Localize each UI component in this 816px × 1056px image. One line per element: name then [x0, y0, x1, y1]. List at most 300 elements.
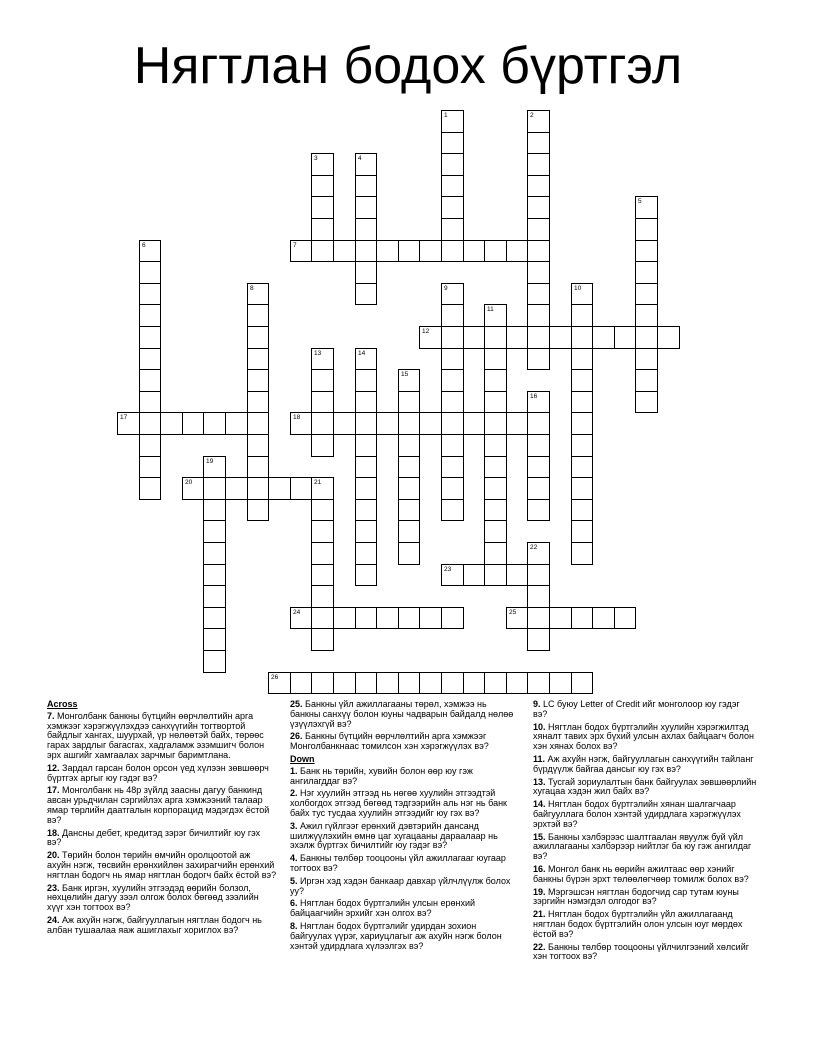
grid-cell[interactable] [376, 240, 399, 262]
grid-cell[interactable] [203, 628, 226, 651]
grid-cell[interactable] [355, 672, 377, 694]
clue-down-6 [290, 899, 530, 919]
clue-text: Зардал гарсан болон орсон үед хүлээн зөвшөөрч бүртгэх аргыг юу гэдэг вэ? [47, 762, 269, 783]
grid-cell[interactable] [571, 348, 593, 370]
clue-text: Банкны үйл ажиллагааны төрөл, хэмжээ нь банкны санхүү болон юуны чадварын байдалд нөлөө үзүүлэхгүй вэ? [290, 699, 514, 729]
grid-cell[interactable] [419, 412, 442, 435]
grid-cell[interactable] [398, 477, 420, 500]
grid-cell[interactable] [592, 326, 615, 349]
grid-cell[interactable] [247, 434, 269, 457]
clue-across-20 [47, 851, 287, 880]
grid-cell[interactable] [355, 434, 377, 457]
grid-cell[interactable] [139, 477, 161, 500]
grid-cell[interactable] [355, 175, 377, 197]
clue-down-14 [533, 800, 773, 829]
grid-cell[interactable] [571, 283, 593, 305]
clue-down-21 [533, 910, 773, 939]
grid-cell[interactable] [247, 412, 269, 435]
grid-cell[interactable] [527, 218, 550, 241]
grid-cell[interactable] [311, 348, 334, 370]
clue-text: Төрийн болон төрийн өмчийн оролцоотой аж ахуйн нэгж, төсвийн ерөнхийлөн захирагчийн ерөнхий нягтлан бодогч нь ямар нягтлан бодогч байх ёстой вэ? [47, 850, 277, 880]
clue-down-15 [533, 833, 773, 862]
grid-cell[interactable] [419, 326, 442, 349]
grid-cell[interactable] [203, 456, 226, 478]
cell-clue-number: 11 [487, 306, 494, 313]
clue-text: Аж ахуйн нэгж, байгууллагын санхүүгийн тайланг бүрдүүлж байгаа дансыг юу гэх вэ? [533, 753, 754, 774]
grid-cell[interactable] [225, 412, 248, 435]
grid-cell[interactable] [355, 369, 377, 392]
grid-cell[interactable] [506, 607, 528, 629]
grid-cell[interactable] [247, 369, 269, 392]
grid-cell[interactable] [506, 412, 528, 435]
grid-cell[interactable] [139, 456, 161, 478]
grid-cell[interactable] [441, 348, 464, 370]
clue-text: Монголбанк банкны бүтцийн өөрчлөлтийн арга хэмжээг хэрэгжүүлэхдээ санхүүгийн тогтвортой байдлыг хангах, шуурхай, үр нөлөөтэй байх, төрөөс гарах зардлыг багасгах, хадгаламж эзэмшигч болон эрх ашгийг хамгаалах зарчмыг баримтлана. [47, 710, 265, 760]
grid-cell[interactable] [160, 412, 183, 435]
grid-cell[interactable] [182, 477, 204, 500]
grid-cell[interactable] [398, 456, 420, 478]
grid-cell[interactable] [527, 564, 550, 586]
clue-number: 12. [47, 762, 60, 773]
grid-cell[interactable] [571, 434, 593, 457]
grid-cell[interactable] [527, 456, 550, 478]
grid-cell[interactable] [355, 607, 377, 629]
grid-cell[interactable] [571, 456, 593, 478]
grid-cell[interactable] [527, 348, 550, 370]
grid-cell[interactable] [527, 585, 550, 608]
clue-text: Банкны хэлбэрээс шалтгаалан явуулж буй үйл ажиллагааны хэлбэрээр нийтлэг ба юу гэж ангилдаг вэ? [533, 831, 752, 862]
clue-number: 7. [47, 710, 55, 721]
grid-cell[interactable] [441, 434, 464, 457]
clue-text: Банк иргэн, хуулийн этгээдэд өөрийн болзол, нөхцөлийн дагуу зээл олгож болох бөгөөд зээлийн хүүг хэн тогтоох вэ? [47, 882, 259, 913]
grid-cell[interactable] [441, 369, 464, 392]
grid-cell[interactable] [635, 348, 658, 370]
cell-clue-number: 21 [314, 479, 322, 486]
grid-cell[interactable] [268, 672, 291, 694]
grid-cell[interactable] [484, 456, 507, 478]
grid-cell[interactable] [290, 672, 312, 694]
grid-cell[interactable] [311, 412, 334, 435]
clue-text: Монгол банк нь өөрийн ажилтаас өөр хэнийг банкны бүрэн эрхт төлөөлөгчөөр томилж болох вэ? [533, 863, 749, 884]
clue-across-18 [47, 829, 287, 849]
clue-text: LC буюу Letter of Credit ийг монголоор юу гэдэг вэ? [533, 699, 740, 719]
grid-cell[interactable] [549, 607, 572, 629]
grid-cell[interactable] [311, 175, 334, 197]
clue-down-10 [533, 723, 773, 752]
grid-cell[interactable] [311, 153, 334, 176]
clue-down-1 [290, 767, 530, 787]
grid-cell[interactable] [376, 412, 399, 435]
grid-cell[interactable] [203, 650, 226, 673]
grid-cell[interactable] [398, 412, 420, 435]
grid-cell[interactable] [635, 261, 658, 284]
grid-cell[interactable] [355, 391, 377, 413]
grid-cell[interactable] [484, 326, 507, 349]
clue-number: 26. [290, 731, 303, 742]
grid-cell[interactable] [355, 283, 377, 305]
cell-clue-number: 5 [638, 198, 642, 205]
grid-cell[interactable] [441, 477, 464, 500]
grid-cell[interactable] [139, 369, 161, 392]
grid-cell[interactable] [441, 132, 464, 154]
grid-cell[interactable] [441, 110, 464, 133]
clue-number: 8. [290, 920, 298, 931]
grid-cell[interactable] [527, 304, 550, 327]
grid-cell[interactable] [484, 542, 507, 565]
clue-number: 6. [290, 898, 298, 909]
grid-cell[interactable] [571, 499, 593, 521]
clue-number: 9. [533, 699, 541, 709]
grid-cell[interactable] [484, 520, 507, 543]
grid-cell[interactable] [355, 153, 377, 176]
cell-clue-number: 10 [574, 285, 582, 292]
grid-cell[interactable] [484, 672, 507, 694]
grid-cell[interactable] [571, 607, 593, 629]
cell-clue-number: 17 [120, 414, 128, 421]
cell-clue-number: 20 [185, 479, 193, 486]
grid-cell[interactable] [484, 240, 507, 262]
grid-cell[interactable] [355, 477, 377, 500]
grid-cell[interactable] [355, 196, 377, 219]
grid-cell[interactable] [182, 412, 204, 435]
grid-cell[interactable] [139, 412, 161, 435]
grid-cell[interactable] [527, 412, 550, 435]
grid-cell[interactable] [311, 369, 334, 392]
clue-text: Иргэн хэд хэдэн банкаар давхар үйлчлүүлж болох уу? [290, 875, 511, 896]
grid-cell[interactable] [549, 326, 572, 349]
grid-cell[interactable] [441, 564, 464, 586]
grid-cell[interactable] [398, 369, 420, 392]
grid-cell[interactable] [203, 542, 226, 565]
grid-cell[interactable] [139, 283, 161, 305]
grid-cell[interactable] [203, 477, 226, 500]
clues-column-2 [290, 700, 530, 954]
grid-cell[interactable] [506, 240, 528, 262]
clue-text: Банкны төлбөр тооцооны үйл ажиллагааг юугаар тогтоох вэ? [290, 853, 506, 873]
grid-cell[interactable] [355, 240, 377, 262]
grid-cell[interactable] [333, 672, 356, 694]
clue-down-11 [533, 755, 773, 775]
grid-cell[interactable] [614, 607, 636, 629]
clue-down-13 [533, 778, 773, 798]
grid-cell[interactable] [571, 520, 593, 543]
grid-cell[interactable] [333, 240, 356, 262]
grid-cell[interactable] [203, 585, 226, 608]
clue-text: Нягтлан бодох бүртгэлийн үйл ажиллагаанд нягтлан бодох бүртгэлийн олон улсын юуг мөрдөх ёстой вэ? [533, 909, 743, 939]
grid-cell[interactable] [311, 434, 334, 457]
cell-clue-number: 18 [293, 414, 301, 421]
grid-cell[interactable] [139, 391, 161, 413]
grid-cell[interactable] [139, 348, 161, 370]
grid-cell[interactable] [355, 542, 377, 565]
grid-cell[interactable] [398, 520, 420, 543]
grid-cell[interactable] [441, 175, 464, 197]
grid-cell[interactable] [311, 391, 334, 413]
clue-number: 14. [533, 799, 546, 810]
grid-cell[interactable] [527, 326, 550, 349]
clue-number: 25. [290, 699, 303, 709]
grid-cell[interactable] [290, 412, 312, 435]
grid-cell[interactable] [614, 326, 636, 349]
grid-cell[interactable] [571, 304, 593, 327]
clue-down-16 [533, 865, 773, 885]
grid-cell[interactable] [527, 196, 550, 219]
clue-number: 1. [290, 765, 298, 776]
grid-cell[interactable] [398, 672, 420, 694]
grid-cell[interactable] [355, 499, 377, 521]
clue-number: 21. [533, 909, 546, 920]
grid-cell[interactable] [527, 175, 550, 197]
clue-across-7 [47, 712, 287, 761]
clue-text: Мэргэшсэн нягтлан бодогчид сар тутам юуны зэргийн нэмэгдэл олгодог вэ? [533, 886, 739, 907]
grid-cell[interactable] [247, 477, 269, 500]
grid-cell[interactable] [571, 391, 593, 413]
cell-clue-number: 24 [293, 609, 301, 616]
cell-clue-number: 19 [206, 458, 214, 465]
grid-cell[interactable] [290, 477, 312, 500]
cell-clue-number: 4 [358, 155, 362, 162]
page-title: Нягтлан бодох бүртгэл [133, 37, 683, 95]
grid-cell[interactable] [203, 412, 226, 435]
grid-cell[interactable] [333, 412, 356, 435]
grid-cell[interactable] [247, 348, 269, 370]
clue-down-22 [533, 943, 773, 963]
grid-cell[interactable] [419, 240, 442, 262]
grid-cell[interactable] [398, 434, 420, 457]
grid-cell[interactable] [441, 607, 464, 629]
grid-cell[interactable] [527, 391, 550, 413]
grid-cell[interactable] [441, 499, 464, 521]
grid-cell[interactable] [571, 542, 593, 565]
grid-cell[interactable] [527, 153, 550, 176]
grid-cell[interactable] [441, 456, 464, 478]
clue-number: 22. [533, 941, 546, 952]
grid-cell[interactable] [311, 196, 334, 219]
grid-cell[interactable] [506, 326, 528, 349]
cell-clue-number: 2 [530, 112, 534, 119]
clue-number: 15. [533, 831, 546, 842]
clue-number: 11. [533, 753, 546, 764]
grid-cell[interactable] [484, 304, 507, 327]
grid-cell[interactable] [635, 304, 658, 327]
grid-cell[interactable] [463, 564, 485, 586]
cell-clue-number: 9 [444, 285, 448, 292]
grid-cell[interactable] [657, 326, 680, 349]
grid-cell[interactable] [311, 520, 334, 543]
grid-cell[interactable] [527, 283, 550, 305]
grid-cell[interactable] [311, 240, 334, 262]
grid-cell[interactable] [247, 499, 269, 521]
grid-cell[interactable] [290, 240, 312, 262]
grid-cell[interactable] [484, 499, 507, 521]
grid-cell[interactable] [527, 240, 550, 262]
cell-clue-number: 26 [271, 674, 279, 681]
grid-cell[interactable] [484, 369, 507, 392]
grid-cell[interactable] [571, 412, 593, 435]
grid-cell[interactable] [635, 240, 658, 262]
grid-cell[interactable] [398, 391, 420, 413]
cell-clue-number: 22 [530, 544, 538, 551]
clue-across-26 [290, 732, 530, 752]
grid-cell[interactable] [635, 283, 658, 305]
grid-cell[interactable] [139, 434, 161, 457]
grid-cell[interactable] [398, 542, 420, 565]
grid-cell[interactable] [527, 672, 550, 694]
grid-cell[interactable] [398, 240, 420, 262]
grid-cell[interactable] [463, 412, 485, 435]
grid-cell[interactable] [398, 499, 420, 521]
clues-column-1 [47, 700, 287, 939]
grid-cell[interactable] [527, 499, 550, 521]
grid-cell[interactable] [355, 412, 377, 435]
grid-cell[interactable] [139, 304, 161, 327]
grid-cell[interactable] [355, 218, 377, 241]
grid-cell[interactable] [355, 348, 377, 370]
grid-cell[interactable] [311, 218, 334, 241]
grid-cell[interactable] [225, 477, 248, 500]
grid-cell[interactable] [441, 196, 464, 219]
grid-cell[interactable] [441, 672, 464, 694]
grid-cell[interactable] [635, 391, 658, 413]
clue-text: Нягтлан бодох бүртгэлийн хянан шалгагчаар байгууллага болон хэнтэй удирдлага хэрэгжүүлэх эрхтэй вэ? [533, 799, 741, 829]
grid-cell[interactable] [571, 477, 593, 500]
clue-down-19 [533, 888, 773, 908]
grid-cell[interactable] [333, 607, 356, 629]
grid-cell[interactable] [355, 564, 377, 586]
grid-cell[interactable] [117, 412, 140, 435]
grid-cell[interactable] [527, 110, 550, 133]
grid-cell[interactable] [527, 607, 550, 629]
grid-cell[interactable] [549, 672, 572, 694]
grid-cell[interactable] [355, 261, 377, 284]
clue-text: Нягтлан бодох бүртгэлийн улсын ерөнхий байцаагчийн эрхийг хэн олгох вэ? [290, 898, 476, 919]
grid-cell[interactable] [484, 412, 507, 435]
clue-down-5 [290, 877, 530, 897]
grid-cell[interactable] [419, 607, 442, 629]
clue-across-25 [290, 700, 530, 729]
grid-cell[interactable] [484, 477, 507, 500]
grid-cell[interactable] [463, 326, 485, 349]
grid-cell[interactable] [527, 434, 550, 457]
grid-cell[interactable] [247, 456, 269, 478]
grid-cell[interactable] [311, 542, 334, 565]
cell-clue-number: 13 [314, 350, 322, 357]
grid-cell[interactable] [635, 218, 658, 241]
grid-cell[interactable] [268, 477, 291, 500]
grid-cell[interactable] [139, 326, 161, 349]
grid-cell[interactable] [463, 240, 485, 262]
cell-clue-number: 25 [509, 609, 517, 616]
grid-cell[interactable] [355, 520, 377, 543]
grid-cell[interactable] [203, 499, 226, 521]
grid-cell[interactable] [139, 240, 161, 262]
clue-number: 20. [47, 850, 60, 861]
clue-across-24 [47, 916, 287, 936]
grid-cell[interactable] [247, 304, 269, 327]
grid-cell[interactable] [203, 520, 226, 543]
clue-text: Ажил гүйлгээг ерөнхий дэвтэрийн дансанд шилжүүлэхийн өмнө цаг хугацааны дараалаар нь эхэлж бүртгэх бичилтийг юу гэдэг вэ? [290, 820, 498, 851]
grid-cell[interactable] [484, 348, 507, 370]
clue-across-23 [47, 884, 287, 913]
clue-number: 10. [533, 721, 546, 732]
grid-cell[interactable] [311, 628, 334, 651]
grid-cell[interactable] [635, 326, 658, 349]
grid-cell[interactable] [571, 672, 593, 694]
grid-cell[interactable] [247, 283, 269, 305]
grid-cell[interactable] [441, 218, 464, 241]
grid-cell[interactable] [311, 499, 334, 521]
grid-cell[interactable] [571, 326, 593, 349]
grid-cell[interactable] [527, 477, 550, 500]
across-heading: Across [47, 699, 78, 709]
grid-cell[interactable] [376, 607, 399, 629]
grid-cell[interactable] [527, 628, 550, 651]
grid-cell[interactable] [527, 261, 550, 284]
clue-text: Монголбанк нь 48р зүйлд заасны дагуу банкинд авсан урьдчилан сэргийлэх арга хэмжээний талаар ямар төрлийн даатгалын корпорацид мэдэгдэх ёстой вэ? [47, 785, 270, 825]
grid-cell[interactable] [355, 456, 377, 478]
grid-cell[interactable] [247, 326, 269, 349]
clue-across-17 [47, 786, 287, 825]
grid-cell[interactable] [311, 564, 334, 586]
grid-cell[interactable] [635, 196, 658, 219]
grid-cell[interactable] [484, 391, 507, 413]
grid-cell[interactable] [441, 240, 464, 262]
grid-cell[interactable] [506, 564, 528, 586]
clue-number: 16. [533, 863, 546, 874]
grid-cell[interactable] [311, 607, 334, 629]
grid-cell[interactable] [441, 326, 464, 349]
grid-cell[interactable] [311, 672, 334, 694]
grid-cell[interactable] [203, 564, 226, 586]
grid-cell[interactable] [290, 607, 312, 629]
grid-cell[interactable] [592, 607, 615, 629]
clue-text: Нэг хуулийн этгээд нь нөгөө хуулийн этгээдтэй холбогдох этгээд бөгөөд тэдгээрийн аль нэг нь банк байх тус тусдаа хуулийн этгээдийг юу гэх вэ? [290, 788, 507, 818]
grid-cell[interactable] [527, 542, 550, 565]
grid-cell[interactable] [311, 585, 334, 608]
cell-clue-number: 3 [314, 155, 318, 162]
grid-cell[interactable] [571, 369, 593, 392]
grid-cell[interactable] [311, 477, 334, 500]
cell-clue-number: 7 [293, 242, 297, 249]
cell-clue-number: 16 [530, 393, 538, 400]
grid-cell[interactable] [441, 153, 464, 176]
cell-clue-number: 8 [250, 285, 254, 292]
grid-cell[interactable] [484, 564, 507, 586]
grid-cell[interactable] [635, 369, 658, 392]
grid-cell[interactable] [398, 607, 420, 629]
grid-cell[interactable] [376, 672, 399, 694]
grid-cell[interactable] [441, 304, 464, 327]
grid-cell[interactable] [463, 672, 485, 694]
clue-number: 4. [290, 853, 298, 864]
grid-cell[interactable] [441, 283, 464, 305]
clue-down-9 [533, 700, 773, 720]
grid-cell[interactable] [506, 672, 528, 694]
cell-clue-number: 6 [142, 242, 146, 249]
clue-text: Тусгай зориулалтын банк байгуулах зөвшөөрлийн хугацаа хэдэн жил байх вэ? [533, 776, 757, 797]
grid-cell[interactable] [484, 434, 507, 457]
grid-cell[interactable] [247, 391, 269, 413]
clue-number: 19. [533, 886, 546, 897]
clue-number: 23. [47, 882, 60, 893]
grid-cell[interactable] [441, 412, 464, 435]
grid-cell[interactable] [527, 132, 550, 154]
clue-number: 17. [47, 785, 60, 796]
grid-cell[interactable] [139, 261, 161, 284]
grid-cell[interactable] [441, 391, 464, 413]
grid-cell[interactable] [203, 607, 226, 629]
grid-cell[interactable] [419, 672, 442, 694]
